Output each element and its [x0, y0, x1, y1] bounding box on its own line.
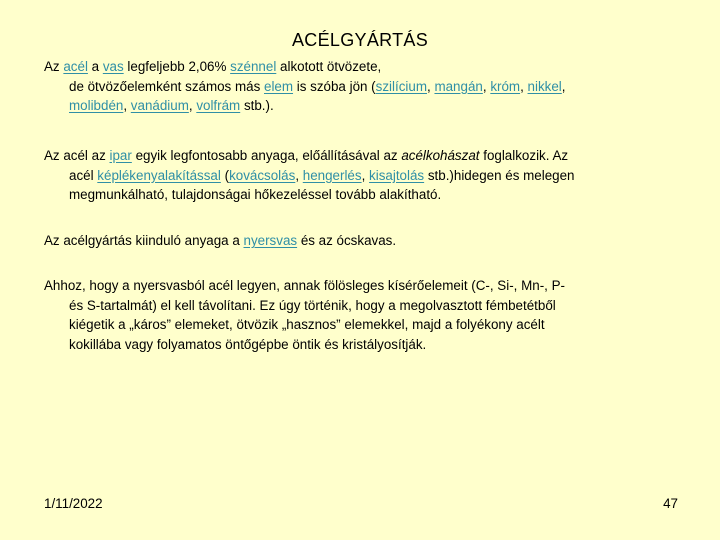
link-ipar[interactable]: ipar — [109, 148, 132, 163]
text-span: , — [361, 167, 370, 183]
paragraph-line — [44, 57, 684, 77]
text-span: a — [87, 59, 103, 74]
text-span: Az — [44, 59, 64, 74]
link-kovacsolas[interactable]: kovácsolás — [229, 167, 296, 183]
link-krom[interactable]: króm — [490, 78, 521, 94]
text-span: , — [188, 98, 197, 114]
paragraph-definition — [44, 57, 684, 116]
link-szilicium[interactable]: szilícium — [375, 78, 427, 94]
link-acel[interactable]: acél — [63, 59, 88, 74]
paragraph-line — [44, 166, 684, 186]
text-span: acél — [69, 167, 98, 183]
link-nikkel[interactable]: nikkel — [527, 78, 562, 94]
text-span: stb.). — [240, 98, 274, 114]
paragraph-process — [44, 276, 684, 354]
italic-term-acelkohaszat: acélkohászat — [401, 148, 480, 163]
text-span: , — [295, 167, 303, 183]
paragraph-line — [44, 185, 684, 205]
text-span: de ötvözőelemként számos más — [69, 78, 264, 94]
paragraph-line — [44, 146, 684, 166]
paragraph-line — [44, 77, 684, 97]
text-span: , — [520, 78, 528, 94]
link-vas[interactable]: vas — [102, 59, 124, 74]
text-span: ( — [220, 167, 230, 183]
text-span: , — [482, 78, 491, 94]
link-hengerles[interactable]: hengerlés — [302, 167, 362, 183]
text-span: Az acélgyártás kiinduló anyaga a — [44, 233, 244, 248]
link-nyersvas[interactable]: nyersvas — [243, 233, 298, 248]
text-span: foglalkozik. Az — [479, 148, 569, 163]
text-span: is szóba jön ( — [293, 78, 376, 94]
text-span: stb.)hidegen és melegen — [424, 167, 575, 183]
text-span: és az ócskavas. — [297, 233, 397, 248]
paragraph-raw-material — [44, 231, 684, 251]
slide-title: ACÉLGYÁRTÁS — [291, 30, 428, 50]
text-span: megmunkálható, tulajdonságai hőkezeléssel tovább alakítható. — [69, 187, 442, 203]
paragraph-industry — [44, 146, 684, 205]
link-molibden[interactable]: molibdén — [69, 98, 124, 114]
text-span: legfeljebb 2,06% — [123, 59, 231, 74]
link-mangan[interactable]: mangán — [434, 78, 483, 94]
link-keplekenyalakitas[interactable]: képlékenyalakítással — [97, 167, 221, 183]
paragraph-line — [44, 96, 684, 116]
text-span: , — [427, 78, 435, 94]
link-vanadium[interactable]: vanádium — [130, 98, 189, 114]
text-span: alkotott ötvözete, — [276, 59, 382, 74]
text-span: , — [123, 98, 131, 114]
link-elem[interactable]: elem — [264, 78, 294, 94]
text-span: , — [561, 78, 566, 94]
paragraph-line: Ahhoz, hogy a nyersvasból acél legyen, annak fölösleges kísérőelemeit (C-, Si-, Mn-, P- — [44, 278, 565, 293]
link-volfram[interactable]: volfrám — [196, 98, 241, 114]
footer-date: 1/11/2022 — [44, 496, 103, 511]
text-span: Az acél az — [44, 148, 110, 163]
paragraph-line: és S-tartalmát) el kell távolítani. Ez úgy történik, hogy a megolvasztott fémbetétből — [69, 297, 556, 313]
paragraph-line — [44, 231, 684, 251]
slide-number: 47 — [663, 496, 678, 511]
paragraph-line: kiégetik a „káros” elemeket, ötvözik „hasznos” elemekkel, majd a folyékony acélt — [69, 317, 545, 333]
link-szen[interactable]: szénnel — [230, 59, 277, 74]
link-kisajtolas[interactable]: kisajtolás — [369, 167, 425, 183]
text-span: egyik legfontosabb anyaga, előállításával az — [131, 148, 402, 163]
paragraph-line: kokillába vagy folyamatos öntőgépbe öntik és kristályosítják. — [69, 336, 427, 352]
